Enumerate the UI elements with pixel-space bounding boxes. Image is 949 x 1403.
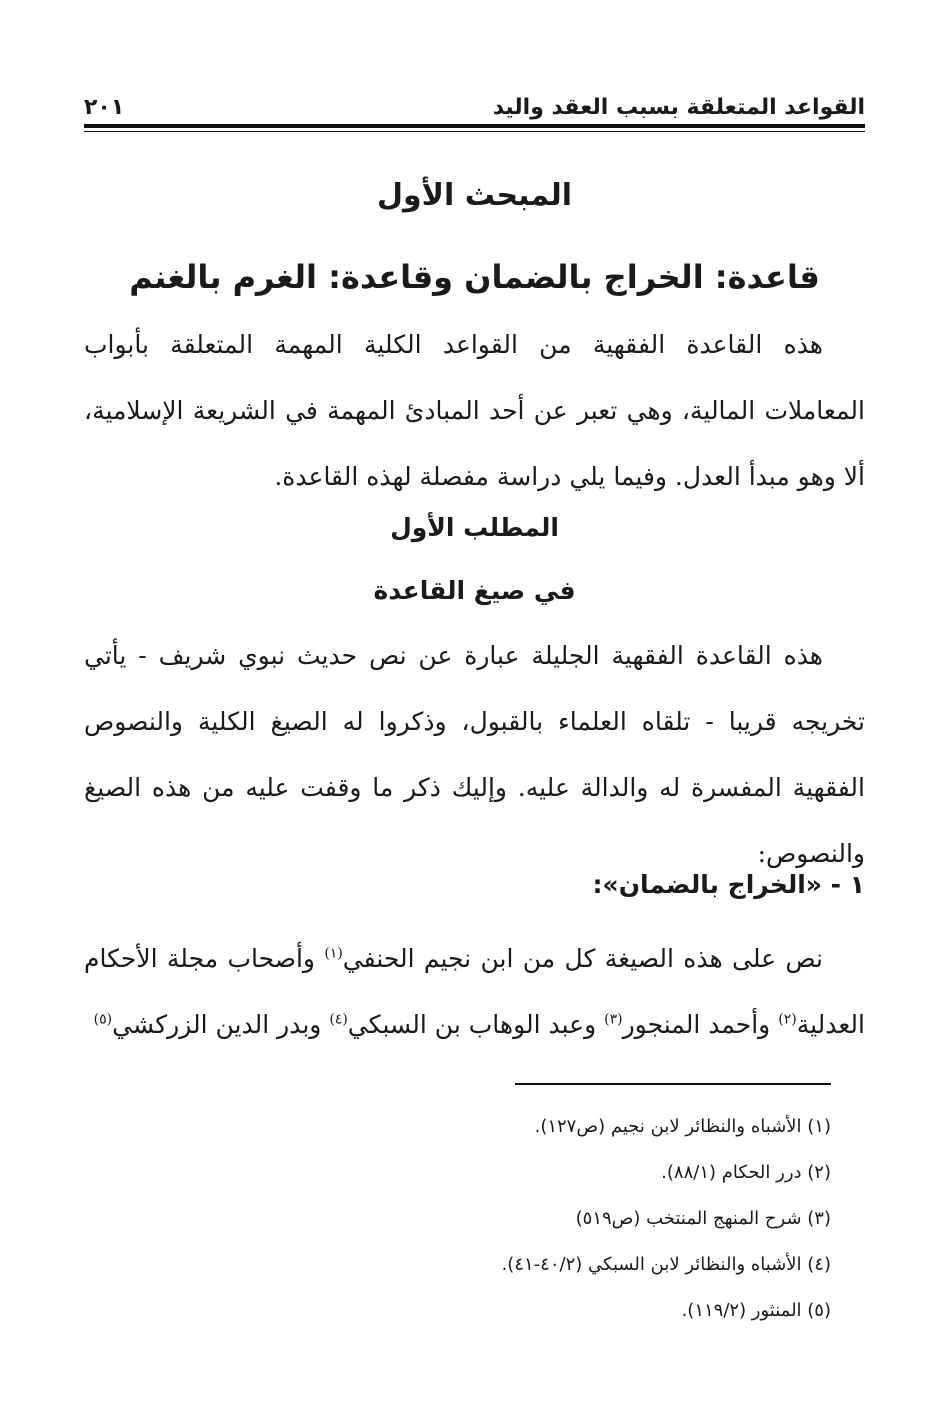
citation-text-5: وبدر الدين الزركشي — [112, 1010, 330, 1039]
citation-text-1: نص على هذه الصيغة كل من ابن نجيم الحنفي — [342, 944, 823, 973]
header-rule-thick — [84, 124, 865, 128]
footnote-marker-3[interactable]: (٣) — [604, 1011, 623, 1028]
footnote-item: (٢) درر الحكام (٨٨/١). — [661, 1162, 831, 1183]
footnote-separator — [515, 1083, 831, 1085]
footnote-item: (١) الأشباه والنظائر لابن نجيم (ص١٢٧). — [534, 1116, 831, 1137]
footnote-marker-2[interactable]: (٢) — [778, 1011, 797, 1028]
citations-paragraph — [84, 926, 865, 1058]
citation-text-3: وأحمد المنجور — [622, 1010, 779, 1039]
footnote-marker-1[interactable]: (١) — [324, 945, 343, 962]
footnote-marker-4[interactable]: (٤) — [329, 1011, 348, 1028]
formulations-paragraph: هذه القاعدة الفقهية الجليلة عبارة عن نص حديث نبوي شريف - يأتي تخريجه قريبا - تلقاه العلماء بالقبول، وذكروا له الصيغ الكلية والنصوص الفقهية المفسرة له والدالة عليه. وإليك ذكر ما وقفت عليه من هذه الصيغ والنصوص: — [84, 641, 865, 868]
running-header — [84, 84, 865, 120]
footnotes-list — [84, 1104, 831, 1334]
citation-text-4: وعبد الوهاب بن السبكي — [347, 1010, 605, 1039]
item-one-heading: ١ - «الخراج بالضمان»: — [592, 870, 865, 899]
subsection-heading-matlab: المطلب الأول — [390, 513, 559, 542]
running-title: القواعد المتعلقة بسبب العقد واليد — [492, 95, 865, 120]
footnote-item: (٣) شرح المنهج المنتخب (ص٥١٩) — [575, 1208, 831, 1229]
footnote-marker-5[interactable]: (٥) — [93, 1011, 113, 1028]
footnote-item: (٤) الأشباه والنظائر لابن السبكي (٤٠/٢-٤١). — [501, 1254, 831, 1275]
rule-title-heading: قاعدة: الخراج بالضمان وقاعدة: الغرم بالغنم — [129, 258, 820, 296]
subsection-heading-siyagh: في صيغ القاعدة — [373, 576, 576, 605]
footnote-item: (٥) المنثور (١١٩/٢). — [681, 1300, 831, 1321]
section-heading-mabhath: المبحث الأول — [376, 178, 573, 213]
page-number: ٢٠١ — [84, 95, 125, 120]
header-rule-thin — [84, 131, 865, 132]
intro-paragraph: هذه القاعدة الفقهية من القواعد الكلية المهمة المتعلقة بأبواب المعاملات المالية، وهي تعبر عن أحد المبادئ المهمة في الشريعة الإسلامية، ألا وهو مبدأ العدل. وفيما يلي دراسة مفصلة لهذه القاعدة. — [84, 330, 865, 491]
citation-text-2: وأصحاب مجلة الأحكام العدلية — [84, 944, 865, 1039]
